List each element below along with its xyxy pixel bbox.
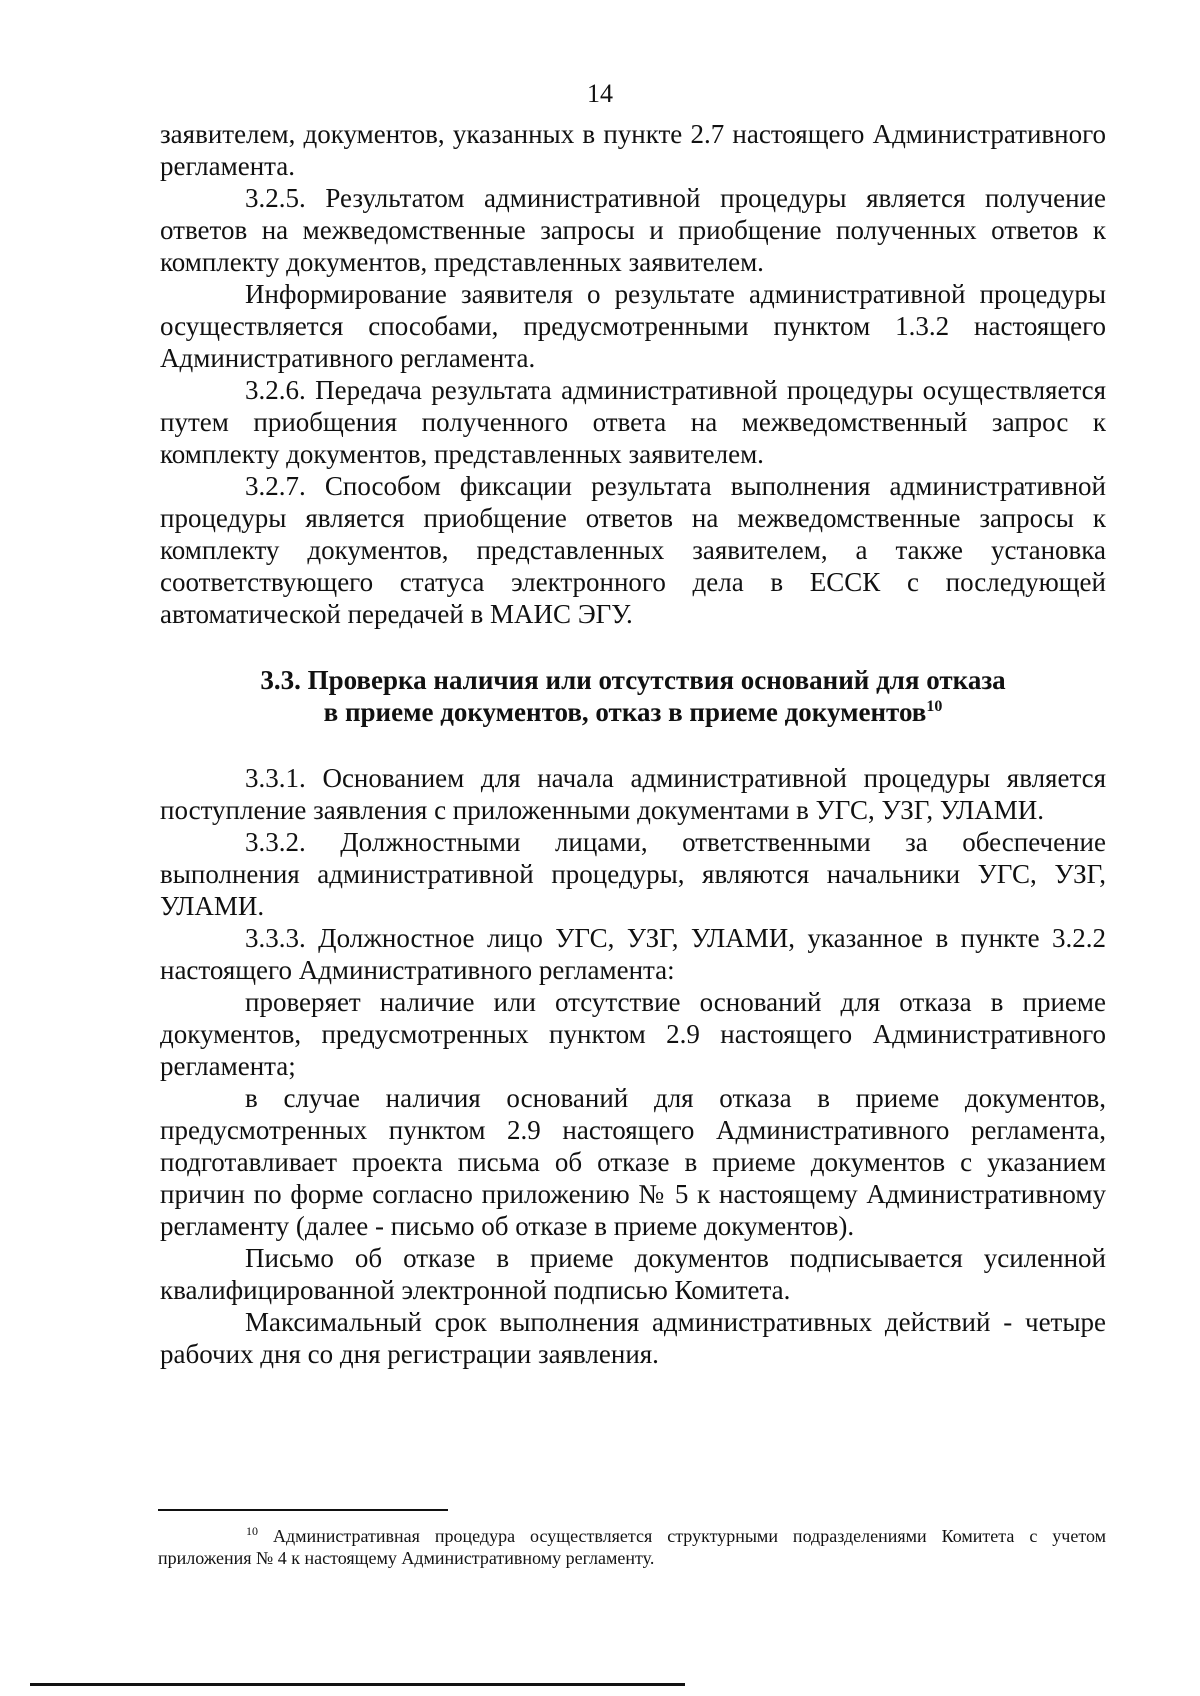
page-number: 14	[587, 79, 613, 108]
footnote-marker: 10	[246, 1524, 258, 1538]
paragraph: 3.3.3. Должностное лицо УГС, УЗГ, УЛАМИ, указанное в пункте 3.2.2 настоящего Административного регламента:	[160, 923, 1106, 985]
paragraph: заявителем, документов, указанных в пункте 2.7 настоящего Административного регламента.	[160, 119, 1106, 181]
paragraph: Максимальный срок выполнения административных действий - четыре рабочих дня со дня регистрации заявления.	[160, 1307, 1106, 1369]
section-heading	[160, 664, 1106, 728]
paragraph: Письмо об отказе в приеме документов подписывается усиленной квалифицированной электронной подписью Комитета.	[160, 1243, 1106, 1305]
footnote-text: Административная процедура осуществляется структурными подразделениями Комитета с учетом приложения № 4 к настоящему Административному регламенту.	[158, 1526, 1107, 1568]
footnote-reference[interactable]: 10	[926, 698, 943, 715]
footnote	[158, 1525, 1106, 1569]
paragraph: 3.2.5. Результатом административной процедуры является получение ответов на межведомственные запросы и приобщение полученных ответов к комплекту документов, представленных заявителем.	[160, 183, 1106, 277]
section-heading-line	[160, 696, 1106, 728]
section-heading-line: 3.3. Проверка наличия или отсутствия оснований для отказа	[260, 665, 1006, 695]
section-heading-text: в приеме документов, отказ в приеме документов	[323, 697, 927, 727]
paragraph: в случае наличия оснований для отказа в приеме документов, предусмотренных пунктом 2.9 настоящего Административного регламента, подготавливает проекта письма об отказе в приеме документов с указанием причин по форме согласно приложению № 5 к настоящему Административному регламенту (далее - письмо об отказе в приеме документов).	[160, 1083, 1106, 1241]
paragraph: 3.2.6. Передача результата административной процедуры осуществляется путем приобщения полученного ответа на межведомственный запрос к комплекту документов, представленных заявителем.	[160, 375, 1106, 469]
paragraph: 3.3.2. Должностными лицами, ответственными за обеспечение выполнения административной процедуры, являются начальники УГС, УЗГ, УЛАМИ.	[160, 827, 1106, 921]
paragraph: 3.3.1. Основанием для начала административной процедуры является поступление заявления с приложенными документами в УГС, УЗГ, УЛАМИ.	[160, 763, 1106, 825]
paragraph: проверяет наличие или отсутствие оснований для отказа в приеме документов, предусмотренных пунктом 2.9 настоящего Административного регламента;	[160, 987, 1106, 1081]
footnote-separator	[158, 1509, 448, 1511]
paragraph: 3.2.7. Способом фиксации результата выполнения административной процедуры является приобщение ответов на межведомственные запросы к комплекту документов, представленных заявителем, а также установка соответствующего статуса электронного дела в ЕССК с последующей автоматической передачей в МАИС ЭГУ.	[160, 471, 1106, 629]
document-body	[160, 118, 1106, 1370]
paragraph: Информирование заявителя о результате административной процедуры осуществляется способами, предусмотренными пунктом 1.3.2 настоящего Административного регламента.	[160, 279, 1106, 373]
bottom-rule	[30, 1683, 685, 1686]
